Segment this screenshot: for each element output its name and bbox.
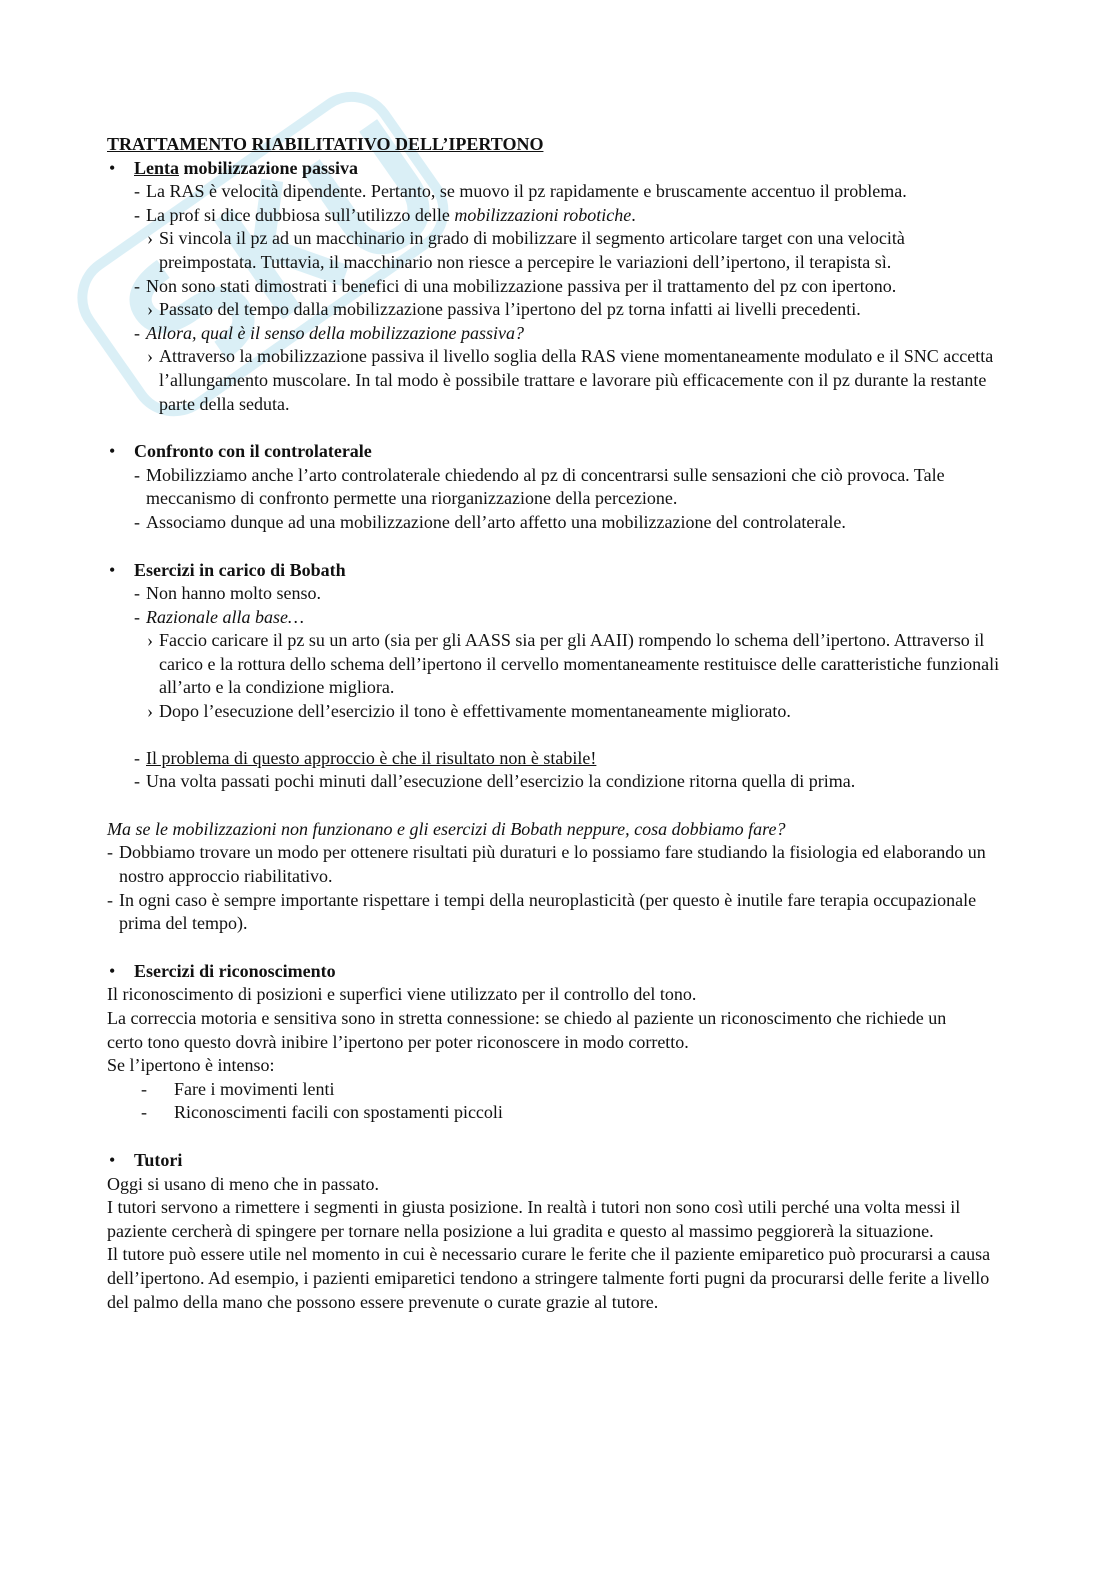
bullet-icon: •	[109, 559, 116, 580]
list-subitem: › Attraverso la mobilizzazione passiva il livello soglia della RAS viene momentaneamente modulato e il SNC accetta l’allungamento muscolare. In tal modo è possibile trattare e lavorare più efficacemente con il pz durante la restante parte della seduta.	[147, 346, 994, 414]
section-heading-confronto: • Confronto con il controlaterale	[107, 440, 1012, 464]
paragraph: Il riconoscimento di posizioni e superfici viene utilizzato per il controllo del tono.	[107, 984, 697, 1005]
list-item: - Allora, qual è il senso della mobilizzazione passiva?	[134, 322, 524, 343]
bullet-icon: •	[109, 441, 116, 462]
bullet-icon: •	[109, 157, 116, 178]
section-heading-riconoscimento: • Esercizi di riconoscimento	[107, 960, 1012, 984]
paragraph: La correccia motoria e sensitiva sono in stretta connessione: se chiedo al paziente un riconoscimento che richiede un certo tono questo dovrà inibire l’ipertono per poter riconoscere in modo corretto.	[107, 1008, 947, 1052]
list-subitem: › Dopo l’esecuzione dell’esercizio il tono è effettivamente momentaneamente migliorato.	[107, 700, 1012, 724]
bullet-icon: •	[109, 1149, 116, 1170]
paragraph: Il tutore può essere utile nel momento in cui è necessario curare le ferite che il paziente emiparetico può procurarsi a causa dell’ipertono. Ad esempio, i pazienti emiparetici tendono a stringere talmente forti pugni da procurarsi delle ferite a livello del palmo della mano che possono essere prevenute o curate grazie al tutore.	[107, 1244, 991, 1312]
list-item: - La RAS è velocità dipendente. Pertanto, se muovo il pz rapidamente e bruscamente accentuo il problema.	[134, 181, 907, 202]
question-text: Ma se le mobilizzazioni non funzionano e gli esercizi di Bobath neppure, cosa dobbiamo fare?	[107, 818, 786, 839]
list-item: - Il problema di questo approccio è che il risultato non è stabile!	[134, 747, 597, 768]
document-body	[107, 133, 1012, 1314]
page-title: TRATTAMENTO RIABILITATIVO DELL’IPERTONO	[107, 134, 544, 154]
chevron-right-icon: ›	[147, 701, 153, 722]
paragraph: Se l’ipertono è intenso:	[107, 1055, 275, 1076]
list-item: - La prof si dice dubbiosa sull’utilizzo delle mobilizzazioni robotiche.	[134, 204, 636, 225]
section-heading-bobath: • Esercizi in carico di Bobath	[107, 559, 1012, 583]
chevron-right-icon: ›	[147, 630, 153, 651]
list-item: - In ogni caso è sempre importante rispettare i tempi della neuroplasticità (per questo è inutile fare terapia occupazionale prima del tempo).	[107, 889, 977, 934]
list-item: - Dobbiamo trovare un modo per ottenere risultati più duraturi e lo possiamo fare studiando la fisiologia ed elaborando un nostro approccio riabilitativo.	[107, 842, 986, 887]
list-item: - Associamo dunque ad una mobilizzazione dell’arto affetto una mobilizzazione del controlaterale.	[134, 511, 846, 532]
chevron-right-icon: ›	[147, 228, 153, 249]
list-item: - Riconoscimenti facili con spostamenti piccoli	[141, 1102, 503, 1123]
list-item: - Non hanno molto senso.	[134, 583, 321, 604]
list-item: - Razionale alla base…	[134, 606, 304, 627]
list-item: - Non sono stati dimostrati i benefici di una mobilizzazione passiva per il trattamento del pz con ipertono.	[134, 275, 897, 296]
chevron-right-icon: ›	[147, 299, 153, 320]
paragraph: Oggi si usano di meno che in passato.	[107, 1173, 379, 1194]
section-heading-lenta-mobilizzazione: • Lenta mobilizzazione passiva	[107, 157, 1012, 181]
list-item: - Una volta passati pochi minuti dall’esecuzione dell’esercizio la condizione ritorna quella di prima.	[134, 771, 856, 792]
list-subitem: › Si vincola il pz ad un macchinario in grado di mobilizzare il segmento articolare target con una velocità preimpostata. Tuttavia, il macchinario non riesce a percepire le variazioni dell’ipertono, il terapista sì.	[147, 228, 905, 272]
section-heading-tutori: • Tutori	[107, 1149, 1012, 1173]
list-subitem: › Passato del tempo dalla mobilizzazione passiva l’ipertono del pz torna infatti ai livelli precedenti.	[107, 298, 1012, 322]
chevron-right-icon: ›	[147, 346, 153, 367]
list-subitem: › Faccio caricare il pz su un arto (sia per gli AASS sia per gli AAII) rompendo lo schema dell’ipertono. Attraverso il carico e la rottura dello schema dell’ipertono il cervello momentaneamente restituisce delle caratteristiche funzionali all’arto e la condizione migliora.	[147, 630, 1000, 698]
paragraph: I tutori servono a rimettere i segmenti in giusta posizione. In realtà i tutori non sono così utili perché una volta messi il paziente cercherà di spingere per tornare nella posizione a lui gradita e questo al massimo peggiorerà la situazione.	[107, 1197, 961, 1241]
list-item: - Fare i movimenti lenti	[141, 1078, 335, 1099]
list-item: - Mobilizziamo anche l’arto controlaterale chiedendo al pz di concentrarsi sulle sensazioni che ciò provoca. Tale meccanismo di confronto permette una riorganizzazione della percezione.	[134, 464, 945, 509]
bullet-icon: •	[109, 960, 116, 981]
